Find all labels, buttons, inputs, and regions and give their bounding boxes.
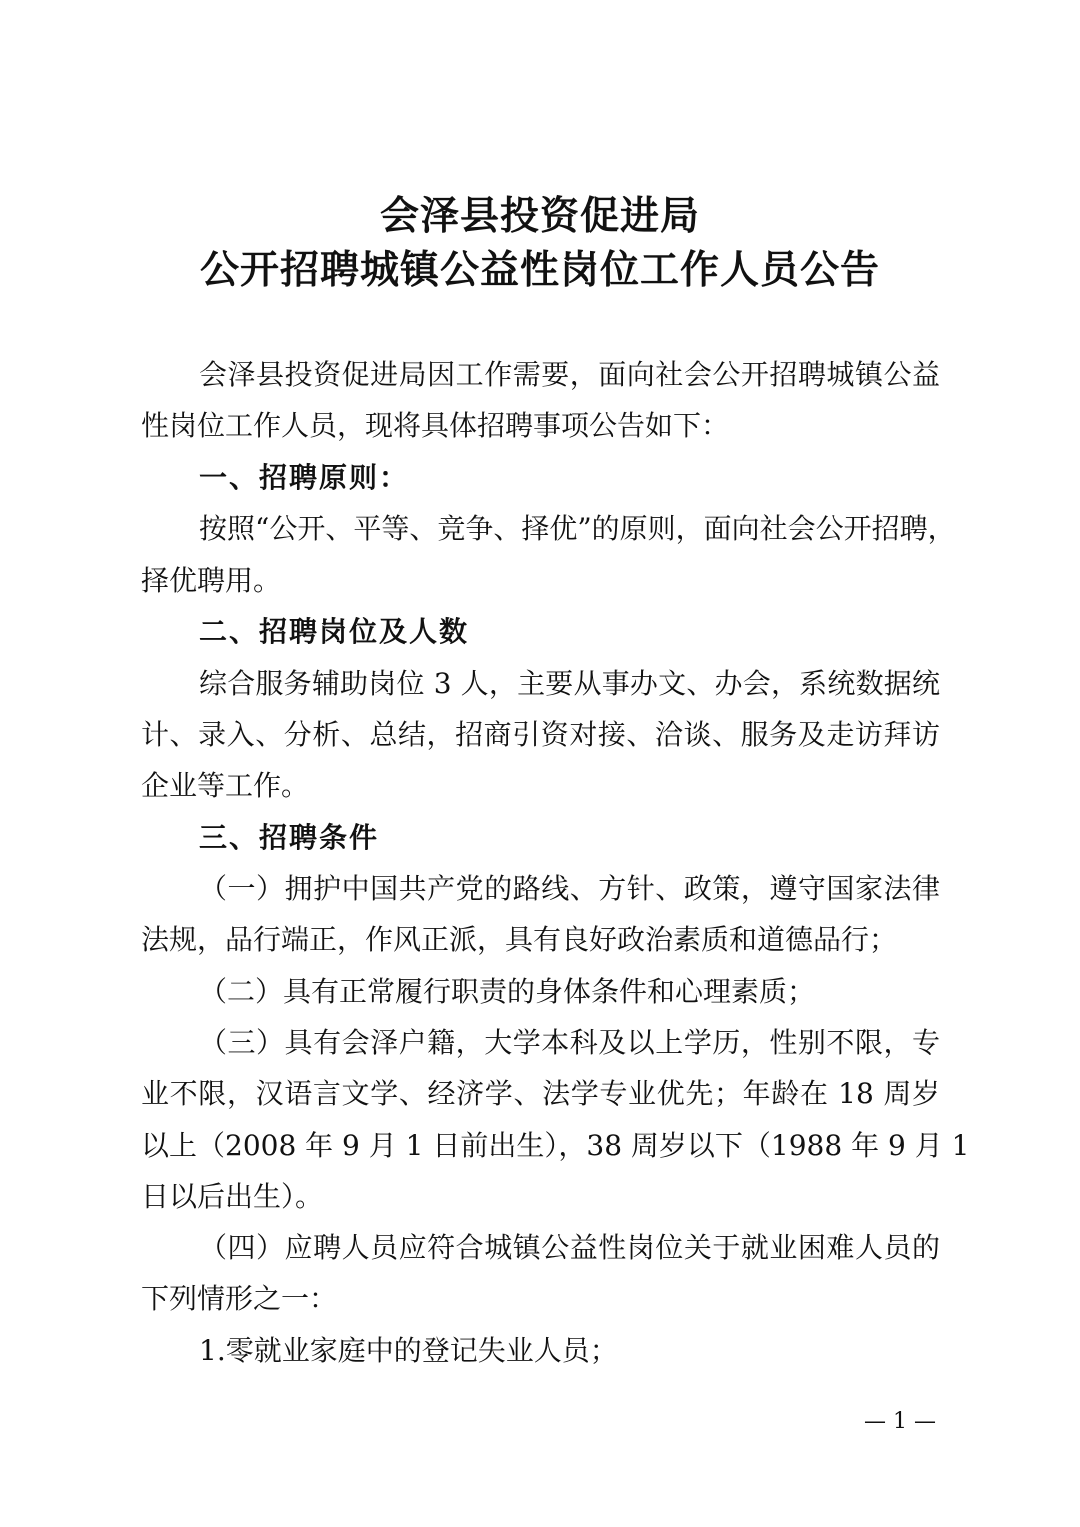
condition-3-line: （三）具有会泽户籍，大学本科及以上学历，性别不限，专 [199,1026,940,1059]
principles-paragraph-line: 择优聘用。 [141,564,282,597]
principles-paragraph-line: 按照“公开、平等、竞争、择优”的原则，面向社会公开招聘， [199,512,956,545]
condition-2-line: （二）具有正常履行职责的身体条件和心理素质； [199,975,816,1008]
positions-paragraph-line: 企业等工作。 [141,769,310,802]
intro-paragraph-line: 性岗位工作人员，现将具体招聘事项公告如下： [141,409,730,442]
condition-3-line: 日以后出生）。 [141,1180,324,1213]
page-number: — 1 — [864,1409,936,1434]
title-line-2: 公开招聘城镇公益性岗位工作人员公告 [199,247,880,293]
section-heading-positions: 二、招聘岗位及人数 [199,615,470,648]
condition-1-line: （一）拥护中国共产党的路线、方针、政策，遵守国家法律 [199,872,940,905]
title-line-1: 会泽县投资促进局 [379,193,700,239]
condition-1-line: 法规，品行端正，作风正派，具有良好政治素质和道德品行； [141,923,898,956]
condition-4-line: （四）应聘人员应符合城镇公益性岗位关于就业困难人员的 [199,1231,940,1264]
list-item-1: 1.零就业家庭中的登记失业人员； [199,1334,618,1367]
intro-paragraph-line: 会泽县投资促进局因工作需要，面向社会公开招聘城镇公益 [199,358,940,391]
positions-paragraph-line: 计、录入、分析、总结，招商引资对接、洽谈、服务及走访拜访 [141,718,940,751]
condition-3-line: 业不限，汉语言文学、经济学、法学专业优先；年龄在 18 周岁 [141,1077,940,1110]
section-heading-conditions: 三、招聘条件 [199,821,380,854]
section-heading-principles: 一、招聘原则： [199,461,410,494]
positions-paragraph-line: 综合服务辅助岗位 3 人，主要从事办文、办会，系统数据统 [199,667,940,700]
condition-3-line: 以上（2008 年 9 月 1 日前出生），38 周岁以下（1988 年 9 月 1 [141,1129,970,1162]
condition-4-line: 下列情形之一： [141,1282,338,1315]
